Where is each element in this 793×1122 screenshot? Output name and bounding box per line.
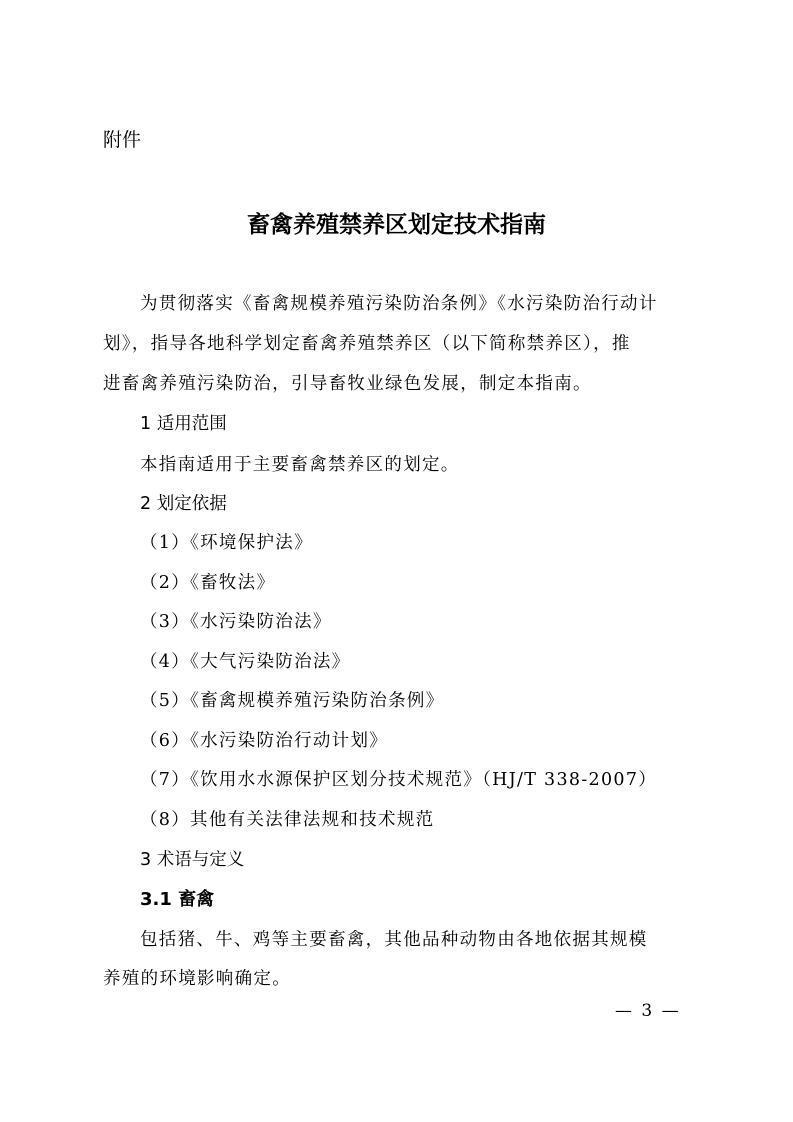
basis-item-4: （4）《大气污染防治法》	[140, 652, 351, 672]
intro-line-1: 为贯彻落实《畜禽规模养殖污染防治条例》《水污染防治行动计	[140, 294, 658, 314]
section-1-body: 本指南适用于主要畜禽禁养区的划定。	[140, 455, 460, 475]
intro-line-3: 进畜禽养殖污染防治，引导畜牧业绿色发展，制定本指南。	[103, 374, 592, 394]
section-3-1-body-line-1: 包括猪、牛、鸡等主要畜禽，其他品种动物由各地依据其规模	[140, 930, 648, 950]
basis-item-7: （7）《饮用水水源保护区划分技术规范》（HJ/T 338-2007）	[140, 770, 658, 790]
section-1-heading: 1 适用范围	[140, 414, 227, 434]
page-number: — 3 —	[615, 1001, 681, 1021]
basis-item-1: （1）《环境保护法》	[140, 533, 313, 553]
section-2-heading: 2 划定依据	[140, 494, 227, 514]
basis-item-5: （5）《畜禽规模养殖污染防治条例》	[140, 691, 445, 711]
intro-line-2: 划》，指导各地科学划定畜禽养殖禁养区（以下简称禁养区），推	[103, 334, 631, 354]
section-3-1-body-line-2: 养殖的环境影响确定。	[103, 969, 291, 989]
section-3-1-heading: 3.1 畜禽	[140, 889, 215, 910]
section-3-heading: 3 术语与定义	[140, 850, 245, 870]
basis-item-2: （2）《畜牧法》	[140, 573, 276, 593]
basis-item-6: （6）《水污染防治行动计划》	[140, 731, 389, 751]
attachment-label: 附件	[103, 129, 142, 151]
basis-item-3: （3）《水污染防治法》	[140, 612, 332, 632]
basis-item-8: （8）其他有关法律法规和技术规范	[140, 810, 435, 830]
document-title: 畜禽养殖禁养区划定技术指南	[247, 212, 546, 238]
